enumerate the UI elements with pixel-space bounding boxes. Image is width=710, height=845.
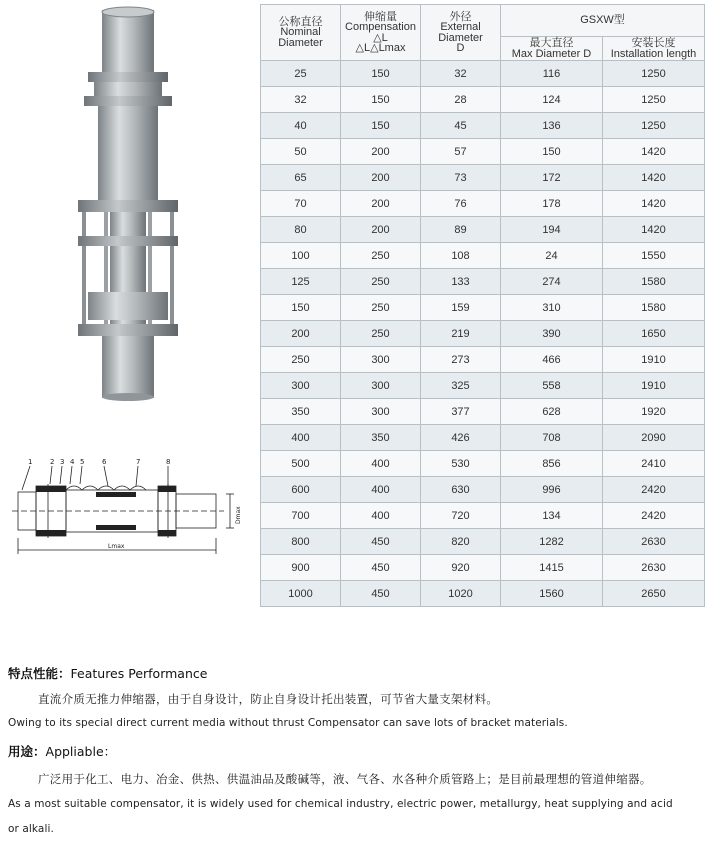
cell-compensation: 450 — [341, 555, 421, 581]
table-row — [261, 269, 705, 295]
table-row — [261, 217, 705, 243]
cell-max-diameter: 24 — [501, 243, 603, 269]
cell-external-diameter: 108 — [421, 243, 501, 269]
applicable-heading: 用途：Appliable： — [8, 744, 117, 759]
cell-max-diameter: 1560 — [501, 581, 603, 607]
cell-installation-length: 1650 — [603, 321, 705, 347]
cell-max-diameter: 996 — [501, 477, 603, 503]
table-row — [261, 451, 705, 477]
cell-nominal-diameter: 400 — [261, 425, 341, 451]
cell-nominal-diameter: 200 — [261, 321, 341, 347]
cell-nominal-diameter: 125 — [261, 269, 341, 295]
cell-max-diameter: 136 — [501, 113, 603, 139]
cell-external-diameter: 720 — [421, 503, 501, 529]
cell-max-diameter: 134 — [501, 503, 603, 529]
cell-nominal-diameter: 70 — [261, 191, 341, 217]
bottom-pipe — [102, 336, 154, 398]
table-row — [261, 399, 705, 425]
header-external-diameter: 外径 External Diameter D — [421, 5, 501, 61]
table-row — [261, 477, 705, 503]
table-row — [261, 503, 705, 529]
cell-installation-length: 2630 — [603, 555, 705, 581]
cell-compensation: 300 — [341, 373, 421, 399]
cell-installation-length: 1420 — [603, 139, 705, 165]
header-installation-length: 安装长度 Installation length — [603, 37, 705, 61]
cell-max-diameter: 628 — [501, 399, 603, 425]
cell-compensation: 250 — [341, 321, 421, 347]
cell-max-diameter: 274 — [501, 269, 603, 295]
cell-installation-length: 1580 — [603, 295, 705, 321]
cell-nominal-diameter: 80 — [261, 217, 341, 243]
cell-installation-length: 2420 — [603, 477, 705, 503]
cell-compensation: 250 — [341, 295, 421, 321]
cell-external-diameter: 377 — [421, 399, 501, 425]
cell-installation-length: 1910 — [603, 347, 705, 373]
cell-max-diameter: 708 — [501, 425, 603, 451]
cell-compensation: 400 — [341, 477, 421, 503]
cell-compensation: 300 — [341, 347, 421, 373]
cell-compensation: 150 — [341, 61, 421, 87]
features-body-cn: 直流介质无推力伸缩器，由于自身设计，防止自身设计托出装置，可节省大量支架材料。 — [38, 692, 499, 706]
cell-nominal-diameter: 500 — [261, 451, 341, 477]
part-number-3: 3 — [60, 458, 65, 466]
cell-max-diameter: 856 — [501, 451, 603, 477]
table-row — [261, 61, 705, 87]
cell-external-diameter: 325 — [421, 373, 501, 399]
cell-nominal-diameter: 100 — [261, 243, 341, 269]
cell-compensation: 450 — [341, 529, 421, 555]
dmax-label: Dmax — [235, 506, 242, 524]
table-row — [261, 113, 705, 139]
cell-installation-length: 2630 — [603, 529, 705, 555]
cell-max-diameter: 150 — [501, 139, 603, 165]
cell-max-diameter: 116 — [501, 61, 603, 87]
cell-max-diameter: 124 — [501, 87, 603, 113]
spec-table — [260, 4, 705, 607]
part-number-1: 1 — [28, 458, 33, 466]
cell-installation-length: 1580 — [603, 269, 705, 295]
cell-compensation: 200 — [341, 165, 421, 191]
middle-body — [98, 106, 158, 200]
cell-max-diameter: 194 — [501, 217, 603, 243]
part-number-5: 5 — [80, 458, 85, 466]
table-row — [261, 295, 705, 321]
cell-compensation: 350 — [341, 425, 421, 451]
cell-external-diameter: 89 — [421, 217, 501, 243]
applicable-body-en-line2: or alkali. — [8, 823, 54, 835]
cell-nominal-diameter: 250 — [261, 347, 341, 373]
cell-installation-length: 1250 — [603, 113, 705, 139]
cell-external-diameter: 73 — [421, 165, 501, 191]
cell-compensation: 200 — [341, 191, 421, 217]
cell-installation-length: 2090 — [603, 425, 705, 451]
table-row — [261, 87, 705, 113]
cell-installation-length: 2420 — [603, 503, 705, 529]
cell-max-diameter: 310 — [501, 295, 603, 321]
part-number-6: 6 — [102, 458, 107, 466]
top-flange — [88, 72, 168, 82]
cell-nominal-diameter: 25 — [261, 61, 341, 87]
cell-compensation: 300 — [341, 399, 421, 425]
cell-external-diameter: 1020 — [421, 581, 501, 607]
cell-installation-length: 1420 — [603, 165, 705, 191]
cell-compensation: 150 — [341, 113, 421, 139]
cell-installation-length: 1420 — [603, 191, 705, 217]
cell-nominal-diameter: 700 — [261, 503, 341, 529]
cell-installation-length: 1920 — [603, 399, 705, 425]
cell-nominal-diameter: 50 — [261, 139, 341, 165]
cell-external-diameter: 32 — [421, 61, 501, 87]
cell-nominal-diameter: 1000 — [261, 581, 341, 607]
cell-installation-length: 1420 — [603, 217, 705, 243]
cell-compensation: 450 — [341, 581, 421, 607]
part-number-7: 7 — [136, 458, 141, 466]
header-max-diameter: 最大直径 Max Diameter D — [501, 37, 603, 61]
cell-compensation: 150 — [341, 87, 421, 113]
schematic-drawing — [8, 456, 248, 566]
table-row — [261, 555, 705, 581]
cell-compensation: 400 — [341, 451, 421, 477]
lmax-label: Lmax — [108, 543, 125, 550]
cell-nominal-diameter: 600 — [261, 477, 341, 503]
table-row — [261, 191, 705, 217]
product-photo — [64, 6, 190, 402]
cell-installation-length: 1250 — [603, 87, 705, 113]
cell-max-diameter: 558 — [501, 373, 603, 399]
cell-nominal-diameter: 900 — [261, 555, 341, 581]
cell-compensation: 200 — [341, 217, 421, 243]
cell-installation-length: 2410 — [603, 451, 705, 477]
cell-max-diameter: 1415 — [501, 555, 603, 581]
header-compensation: 伸缩量 Compensation △L △L△Lmax — [341, 5, 421, 61]
table-row — [261, 425, 705, 451]
table-row — [261, 139, 705, 165]
cell-external-diameter: 530 — [421, 451, 501, 477]
cell-external-diameter: 133 — [421, 269, 501, 295]
cell-compensation: 200 — [341, 139, 421, 165]
cell-installation-length: 1250 — [603, 61, 705, 87]
cell-external-diameter: 159 — [421, 295, 501, 321]
features-heading: 特点性能：Features Performance — [8, 666, 208, 681]
cell-nominal-diameter: 300 — [261, 373, 341, 399]
cell-installation-length: 1910 — [603, 373, 705, 399]
cell-nominal-diameter: 65 — [261, 165, 341, 191]
cell-compensation: 250 — [341, 269, 421, 295]
cell-external-diameter: 76 — [421, 191, 501, 217]
applicable-body-en-line1: As a most suitable compensator, it is widely used for chemical industry, electric power, metallurgy, heat supplying and acid — [8, 798, 673, 810]
applicable-body-cn: 广泛用于化工、电力、冶金、供热、供温油品及酸碱等，液、气各、水各种介质管路上；是目前最理想的管道伸缩器。 — [38, 772, 652, 786]
part-number-2: 2 — [50, 458, 55, 466]
cell-installation-length: 1550 — [603, 243, 705, 269]
cell-compensation: 250 — [341, 243, 421, 269]
header-group-gsxw: GSXW型 — [501, 5, 705, 37]
table-row — [261, 581, 705, 607]
cell-external-diameter: 630 — [421, 477, 501, 503]
part-number-4: 4 — [70, 458, 75, 466]
table-row — [261, 243, 705, 269]
cell-max-diameter: 390 — [501, 321, 603, 347]
cell-external-diameter: 28 — [421, 87, 501, 113]
cell-nominal-diameter: 350 — [261, 399, 341, 425]
table-row — [261, 321, 705, 347]
top-pipe — [102, 10, 154, 72]
table-row — [261, 165, 705, 191]
cell-external-diameter: 219 — [421, 321, 501, 347]
cell-max-diameter: 1282 — [501, 529, 603, 555]
cell-nominal-diameter: 800 — [261, 529, 341, 555]
cell-compensation: 400 — [341, 503, 421, 529]
cell-external-diameter: 820 — [421, 529, 501, 555]
cell-external-diameter: 273 — [421, 347, 501, 373]
cell-installation-length: 2650 — [603, 581, 705, 607]
part-number-8: 8 — [166, 458, 171, 466]
cell-nominal-diameter: 40 — [261, 113, 341, 139]
table-row — [261, 373, 705, 399]
cell-max-diameter: 466 — [501, 347, 603, 373]
header-nominal-diameter: 公称直径 Nominal Diameter — [261, 5, 341, 61]
table-row — [261, 529, 705, 555]
cell-nominal-diameter: 150 — [261, 295, 341, 321]
cell-external-diameter: 920 — [421, 555, 501, 581]
cell-max-diameter: 172 — [501, 165, 603, 191]
cell-external-diameter: 426 — [421, 425, 501, 451]
cell-nominal-diameter: 32 — [261, 87, 341, 113]
table-row — [261, 347, 705, 373]
cell-external-diameter: 45 — [421, 113, 501, 139]
cell-external-diameter: 57 — [421, 139, 501, 165]
cell-max-diameter: 178 — [501, 191, 603, 217]
features-body-en: Owing to its special direct current media without thrust Compensator can save lots of bracket materials. — [8, 717, 568, 729]
